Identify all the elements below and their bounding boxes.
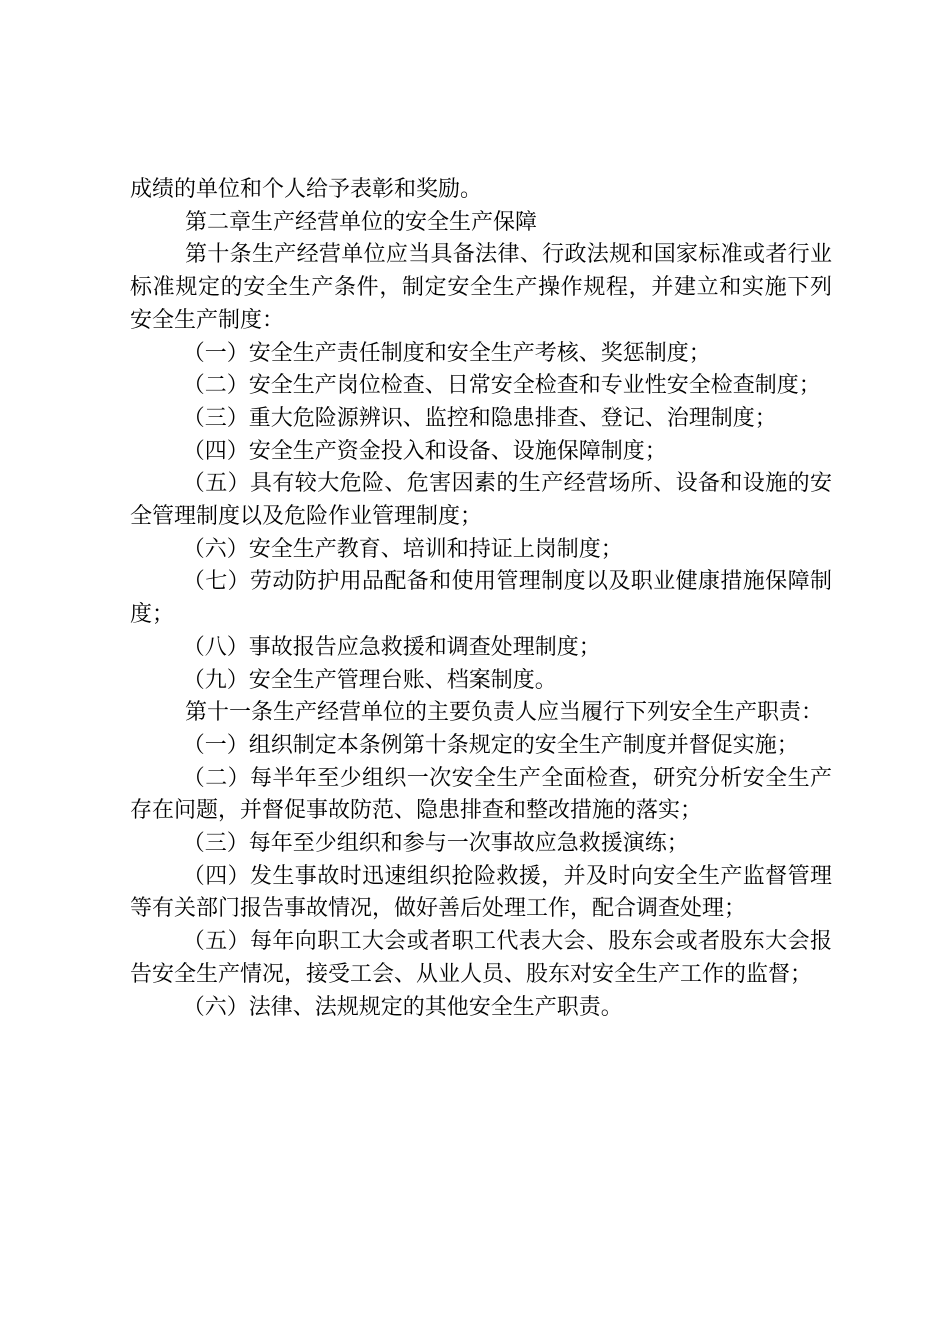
article-11-item: （五）每年向职工大会或者职工代表大会、股东会或者股东大会报告安全生产情况，接受工会、从业人员、股东对安全生产工作的监督； [130, 929, 832, 987]
continuation-paragraph: 成绩的单位和个人给予表彰和奖励。 [130, 177, 483, 202]
document-body [130, 174, 832, 1024]
chapter-title: 第二章生产经营单位的安全生产保障 [185, 209, 538, 235]
article-10-item: （七）劳动防护用品配备和使用管理制度以及职业健康措施保障制度； [130, 569, 832, 628]
article-10-item: （三）重大危险源辨识、监控和隐患排查、登记、治理制度； [182, 405, 777, 431]
article-10-intro: 第十条生产经营单位应当具备法律、行政法规和国家标准或者行业标准规定的安全生产条件，制定安全生产操作规程，并建立和实施下列安全生产制度： [130, 242, 832, 333]
article-11-item: （四）发生事故时迅速组织抢险救援，并及时向安全生产监督管理等有关部门报告事故情况，做好善后处理工作，配合调查处理； [130, 863, 832, 922]
article-10-item: （二）安全生产岗位检查、日常安全检查和专业性安全检查制度； [182, 373, 821, 399]
article-11-item: （三）每年至少组织和参与一次事故应急救援演练； [182, 831, 689, 857]
article-11-item: （六）法律、法规规定的其他安全生产职责。 [182, 994, 623, 1020]
article-10-item: （五）具有较大危险、危害因素的生产经营场所、设备和设施的安全管理制度以及危险作业管理制度； [130, 471, 832, 530]
article-10-item: （八）事故报告应急救援和调查处理制度； [182, 634, 601, 660]
article-10-item: （四）安全生产资金投入和设备、设施保障制度； [182, 438, 667, 464]
article-10-item: （六）安全生产教育、培训和持证上岗制度； [182, 536, 623, 562]
article-10-item: （一）安全生产责任制度和安全生产考核、奖惩制度； [182, 340, 711, 366]
article-11-item: （一）组织制定本条例第十条规定的安全生产制度并督促实施； [182, 732, 799, 758]
article-10-item: （九）安全生产管理台账、档案制度。 [182, 667, 557, 693]
article-11-item: （二）每半年至少组织一次安全生产全面检查，研究分析安全生产存在问题，并督促事故防范、隐患排查和整改措施的落实； [130, 765, 832, 824]
article-11-intro: 第十一条生产经营单位的主要负责人应当履行下列安全生产职责： [185, 700, 824, 726]
